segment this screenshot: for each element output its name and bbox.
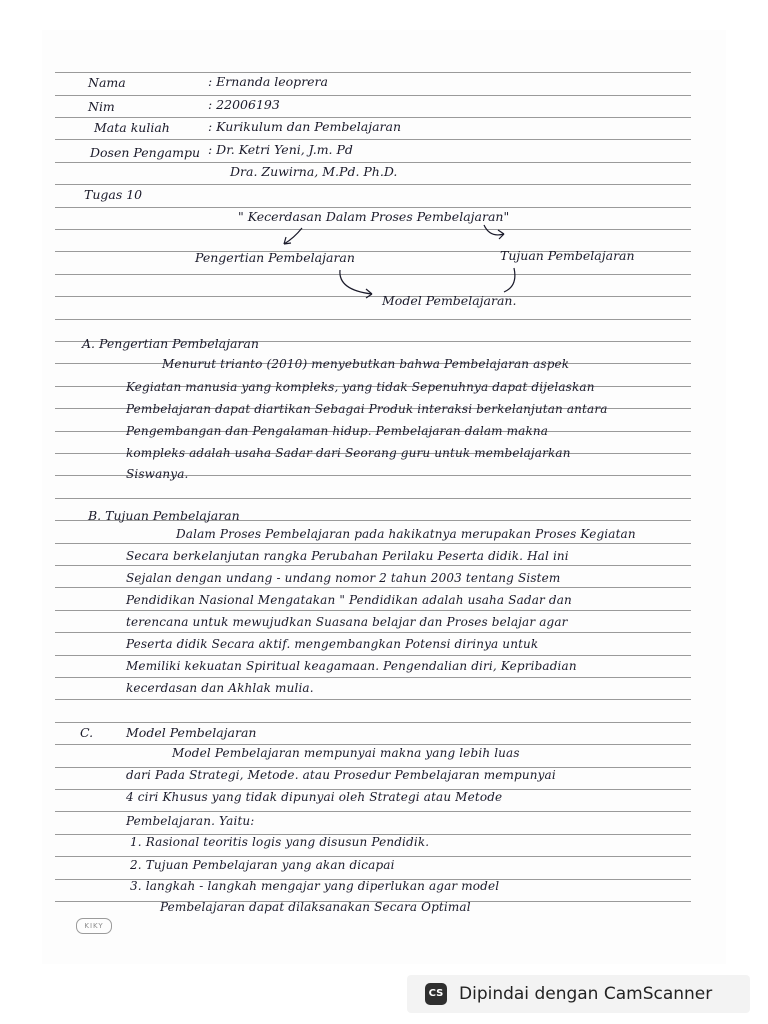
section-a-line: Siswanya. <box>126 467 189 481</box>
ruled-line <box>55 229 691 230</box>
section-b-line: kecerdasan dan Akhlak mulia. <box>126 681 314 695</box>
ruled-line <box>55 811 691 812</box>
section-c-line: Model Pembelajaran mempunyai makna yang lebih luas <box>172 746 520 760</box>
camscanner-icon: CS <box>425 983 447 1005</box>
section-c-list-item: 1. Rasional teoritis logis yang disusun Pendidik. <box>130 835 430 849</box>
section-a-line: Pengembangan dan Pengalaman hidup. Pembelajaran dalam makna <box>126 424 549 438</box>
ruled-line <box>55 699 691 700</box>
diagram-title: " Kecerdasan Dalam Proses Pembelajaran" <box>238 209 510 224</box>
nama-value: : Ernanda leoprera <box>208 74 328 89</box>
ruled-line <box>55 72 691 73</box>
section-c-heading: Model Pembelajaran <box>126 725 257 740</box>
section-b-line: Secara berkelanjutan rangka Perubahan Perilaku Peserta didik. Hal ini <box>126 549 569 563</box>
nim-value: : 22006193 <box>208 97 280 112</box>
section-c-line: dari Pada Strategi, Metode. atau Prosedur Pembelajaran mempunyai <box>126 768 556 782</box>
ruled-line <box>55 655 691 656</box>
ruled-line <box>55 632 691 633</box>
ruled-line <box>55 677 691 678</box>
ruled-line <box>55 587 691 588</box>
diagram-left-node: Pengertian Pembelajaran <box>195 250 355 265</box>
section-c-line: Pembelajaran. Yaitu: <box>126 814 255 828</box>
ruled-line <box>55 543 691 544</box>
section-c-list-item: 2. Tujuan Pembelajaran yang akan dicapai <box>130 858 395 872</box>
nama-label: Nama <box>88 75 126 90</box>
section-c-letter: C. <box>80 725 94 740</box>
ruled-line <box>55 117 691 118</box>
mata-kuliah-label: Mata kuliah <box>94 120 170 135</box>
ruled-line <box>55 722 691 723</box>
ruled-line <box>55 744 691 745</box>
ruled-line <box>55 184 691 185</box>
section-b-line: Peserta didik Secara aktif. mengembangkan Potensi dirinya untuk <box>126 637 539 651</box>
section-a-heading: A. Pengertian Pembelajaran <box>82 336 259 351</box>
section-a-line: kompleks adalah usaha Sadar dari Seorang guru untuk membelajarkan <box>126 446 571 460</box>
diagram-bottom-node: Model Pembelajaran. <box>382 293 517 308</box>
ruled-line <box>55 139 691 140</box>
dosen-value-2: Dra. Zuwirna, M.Pd. Ph.D. <box>230 164 398 179</box>
ruled-line <box>55 95 691 96</box>
camscanner-badge <box>407 975 750 1013</box>
section-b-heading: B. Tujuan Pembelajaran <box>88 508 240 523</box>
tugas-label: Tugas 10 <box>84 187 143 202</box>
arrow-left-icon <box>272 224 312 250</box>
section-b-line: terencana untuk mewujudkan Suasana belajar dan Proses belajar agar <box>126 615 568 629</box>
dosen-label: Dosen Pengampu <box>90 145 201 160</box>
section-b-line: Sejalan dengan undang - undang nomor 2 tahun 2003 tentang Sistem <box>126 571 561 585</box>
section-b-line: Memiliki kekuatan Spiritual keagamaan. Pengendalian diri, Kepribadian <box>126 659 577 673</box>
ruled-line <box>55 207 691 208</box>
section-c-list-item: Pembelajaran dapat dilaksanakan Secara Optimal <box>160 900 471 914</box>
ruled-line <box>55 319 691 320</box>
notebook-brand-logo: KIKY <box>76 918 112 934</box>
arrow-right-icon <box>478 222 514 244</box>
camscanner-text: Dipindai dengan CamScanner <box>459 984 713 1004</box>
ruled-line <box>55 565 691 566</box>
section-b-line: Pendidikan Nasional Mengatakan " Pendidikan adalah usaha Sadar dan <box>126 593 572 607</box>
diagram-right-node: Tujuan Pembelajaran <box>500 248 635 263</box>
ruled-line <box>55 856 691 857</box>
ruled-line <box>55 162 691 163</box>
section-a-line: Menurut trianto (2010) menyebutkan bahwa Pembelajaran aspek <box>162 357 570 371</box>
section-c-list-item: 3. langkah - langkah mengajar yang diperlukan agar model <box>130 879 500 893</box>
section-b-line: Dalam Proses Pembelajaran pada hakikatnya merupakan Proses Kegiatan <box>176 527 636 541</box>
ruled-line <box>55 498 691 499</box>
section-a-line: Kegiatan manusia yang kompleks, yang tidak Sepenuhnya dapat dijelaskan <box>126 380 595 394</box>
mata-kuliah-value: : Kurikulum dan Pembelajaran <box>208 119 402 134</box>
arrow-down-icon <box>334 266 382 302</box>
ruled-line <box>55 610 691 611</box>
nim-label: Nim <box>88 99 115 114</box>
section-c-line: 4 ciri Khusus yang tidak dipunyai oleh Strategi atau Metode <box>126 790 503 804</box>
section-a-line: Pembelajaran dapat diartikan Sebagai Produk interaksi berkelanjutan antara <box>126 402 608 416</box>
dosen-value-1: : Dr. Ketri Yeni, J.m. Pd <box>208 142 353 157</box>
